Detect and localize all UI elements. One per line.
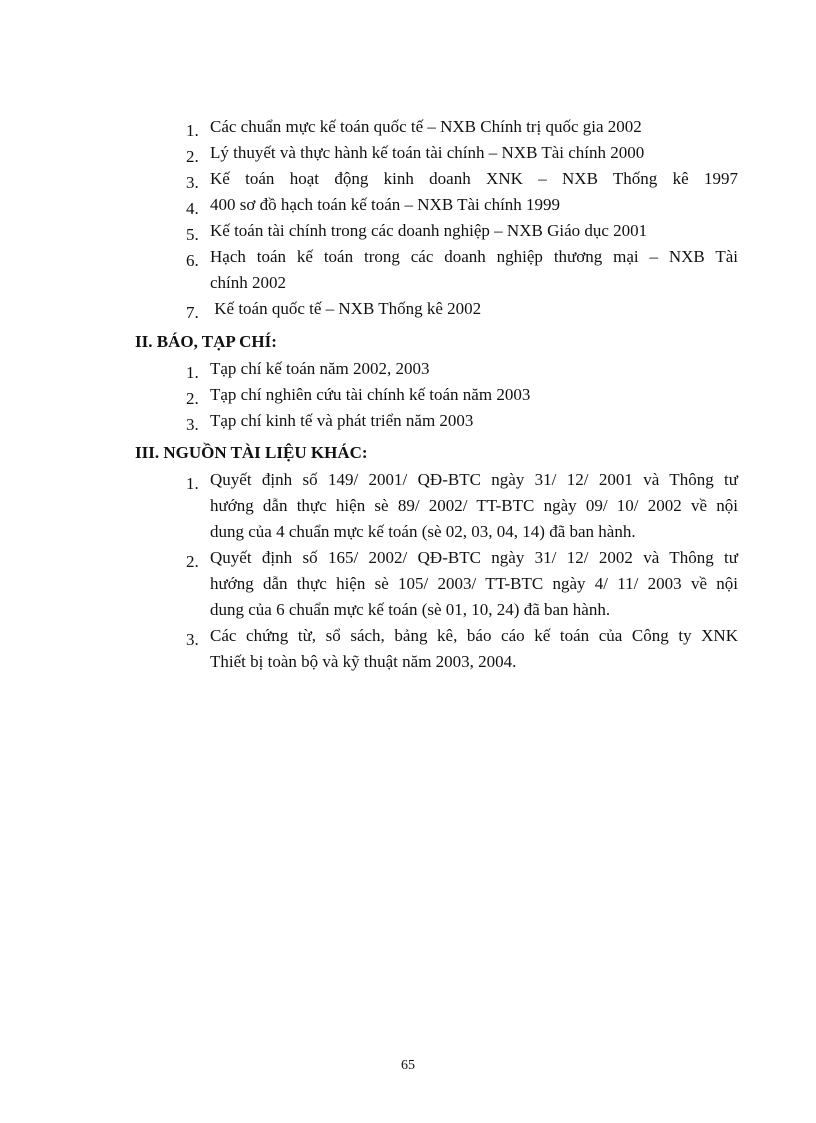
list-text: Tạp chí kinh tế và phát triển năm 2003 [210,411,474,430]
list-text: dung của 4 chuẩn mực kế toán (sè 02, 03, 04, 14) đã ban hành. [210,522,636,541]
page-number: 65 [401,1058,415,1073]
list-number: 2. [186,147,199,166]
list-number: 4. [186,199,199,218]
list-text: Các chứng từ, sổ sách, bảng kê, báo cáo kế toán của Công ty XNK [210,626,738,645]
list-text: Kế toán hoạt động kinh doanh XNK – NXB Thống kê 1997 [210,169,738,188]
list-number: 3. [186,415,199,434]
list-text: 400 sơ đồ hạch toán kế toán – NXB Tài chính 1999 [210,195,561,214]
list-number: 2. [186,552,199,571]
list-number: 1. [186,474,199,493]
list-number: 3. [186,173,199,192]
list-text: Kế toán quốc tế – NXB Thống kê 2002 [210,299,482,318]
list-text: Hạch toán kế toán trong các doanh nghiệp thương mại – NXB Tài [210,247,738,266]
list-text: chính 2002 [210,273,287,292]
list-number: 2. [186,389,199,408]
list-text: Quyết định số 149/ 2001/ QĐ-BTC ngày 31/ 12/ 2001 và Thông tư [210,470,738,489]
list-text: Lý thuyết và thực hành kế toán tài chính – NXB Tài chính 2000 [210,143,645,162]
list-number: 5. [186,225,199,244]
list-number: 1. [186,363,199,382]
list-text: Tạp chí nghiên cứu tài chính kế toán năm 2003 [210,385,531,404]
list-text: dung của 6 chuẩn mực kế toán (sè 01, 10, 24) đã ban hành. [210,600,611,619]
section-heading-journals: II. BÁO, TẠP CHÍ: [135,332,277,351]
list-number: 6. [186,251,199,270]
list-number: 3. [186,630,199,649]
list-text: Kế toán tài chính trong các doanh nghiệp – NXB Giáo dục 2001 [210,221,648,240]
list-text: hướng dẫn thực hiện sè 105/ 2003/ TT-BTC ngày 4/ 11/ 2003 về nội [210,574,738,593]
list-text: Tạp chí kế toán năm 2002, 2003 [210,359,430,378]
section-heading-other-sources: III. NGUỒN TÀI LIỆU KHÁC: [135,443,368,462]
list-text: Các chuẩn mực kế toán quốc tế – NXB Chính trị quốc gia 2002 [210,117,642,136]
list-number: 1. [186,121,199,140]
list-text: Quyết định số 165/ 2002/ QĐ-BTC ngày 31/ 12/ 2002 và Thông tư [210,548,738,567]
list-text: Thiết bị toàn bộ và kỹ thuật năm 2003, 2004. [210,652,517,671]
list-text: hướng dẫn thực hiện sè 89/ 2002/ TT-BTC ngày 09/ 10/ 2002 về nội [210,496,738,515]
list-number: 7. [186,303,199,322]
